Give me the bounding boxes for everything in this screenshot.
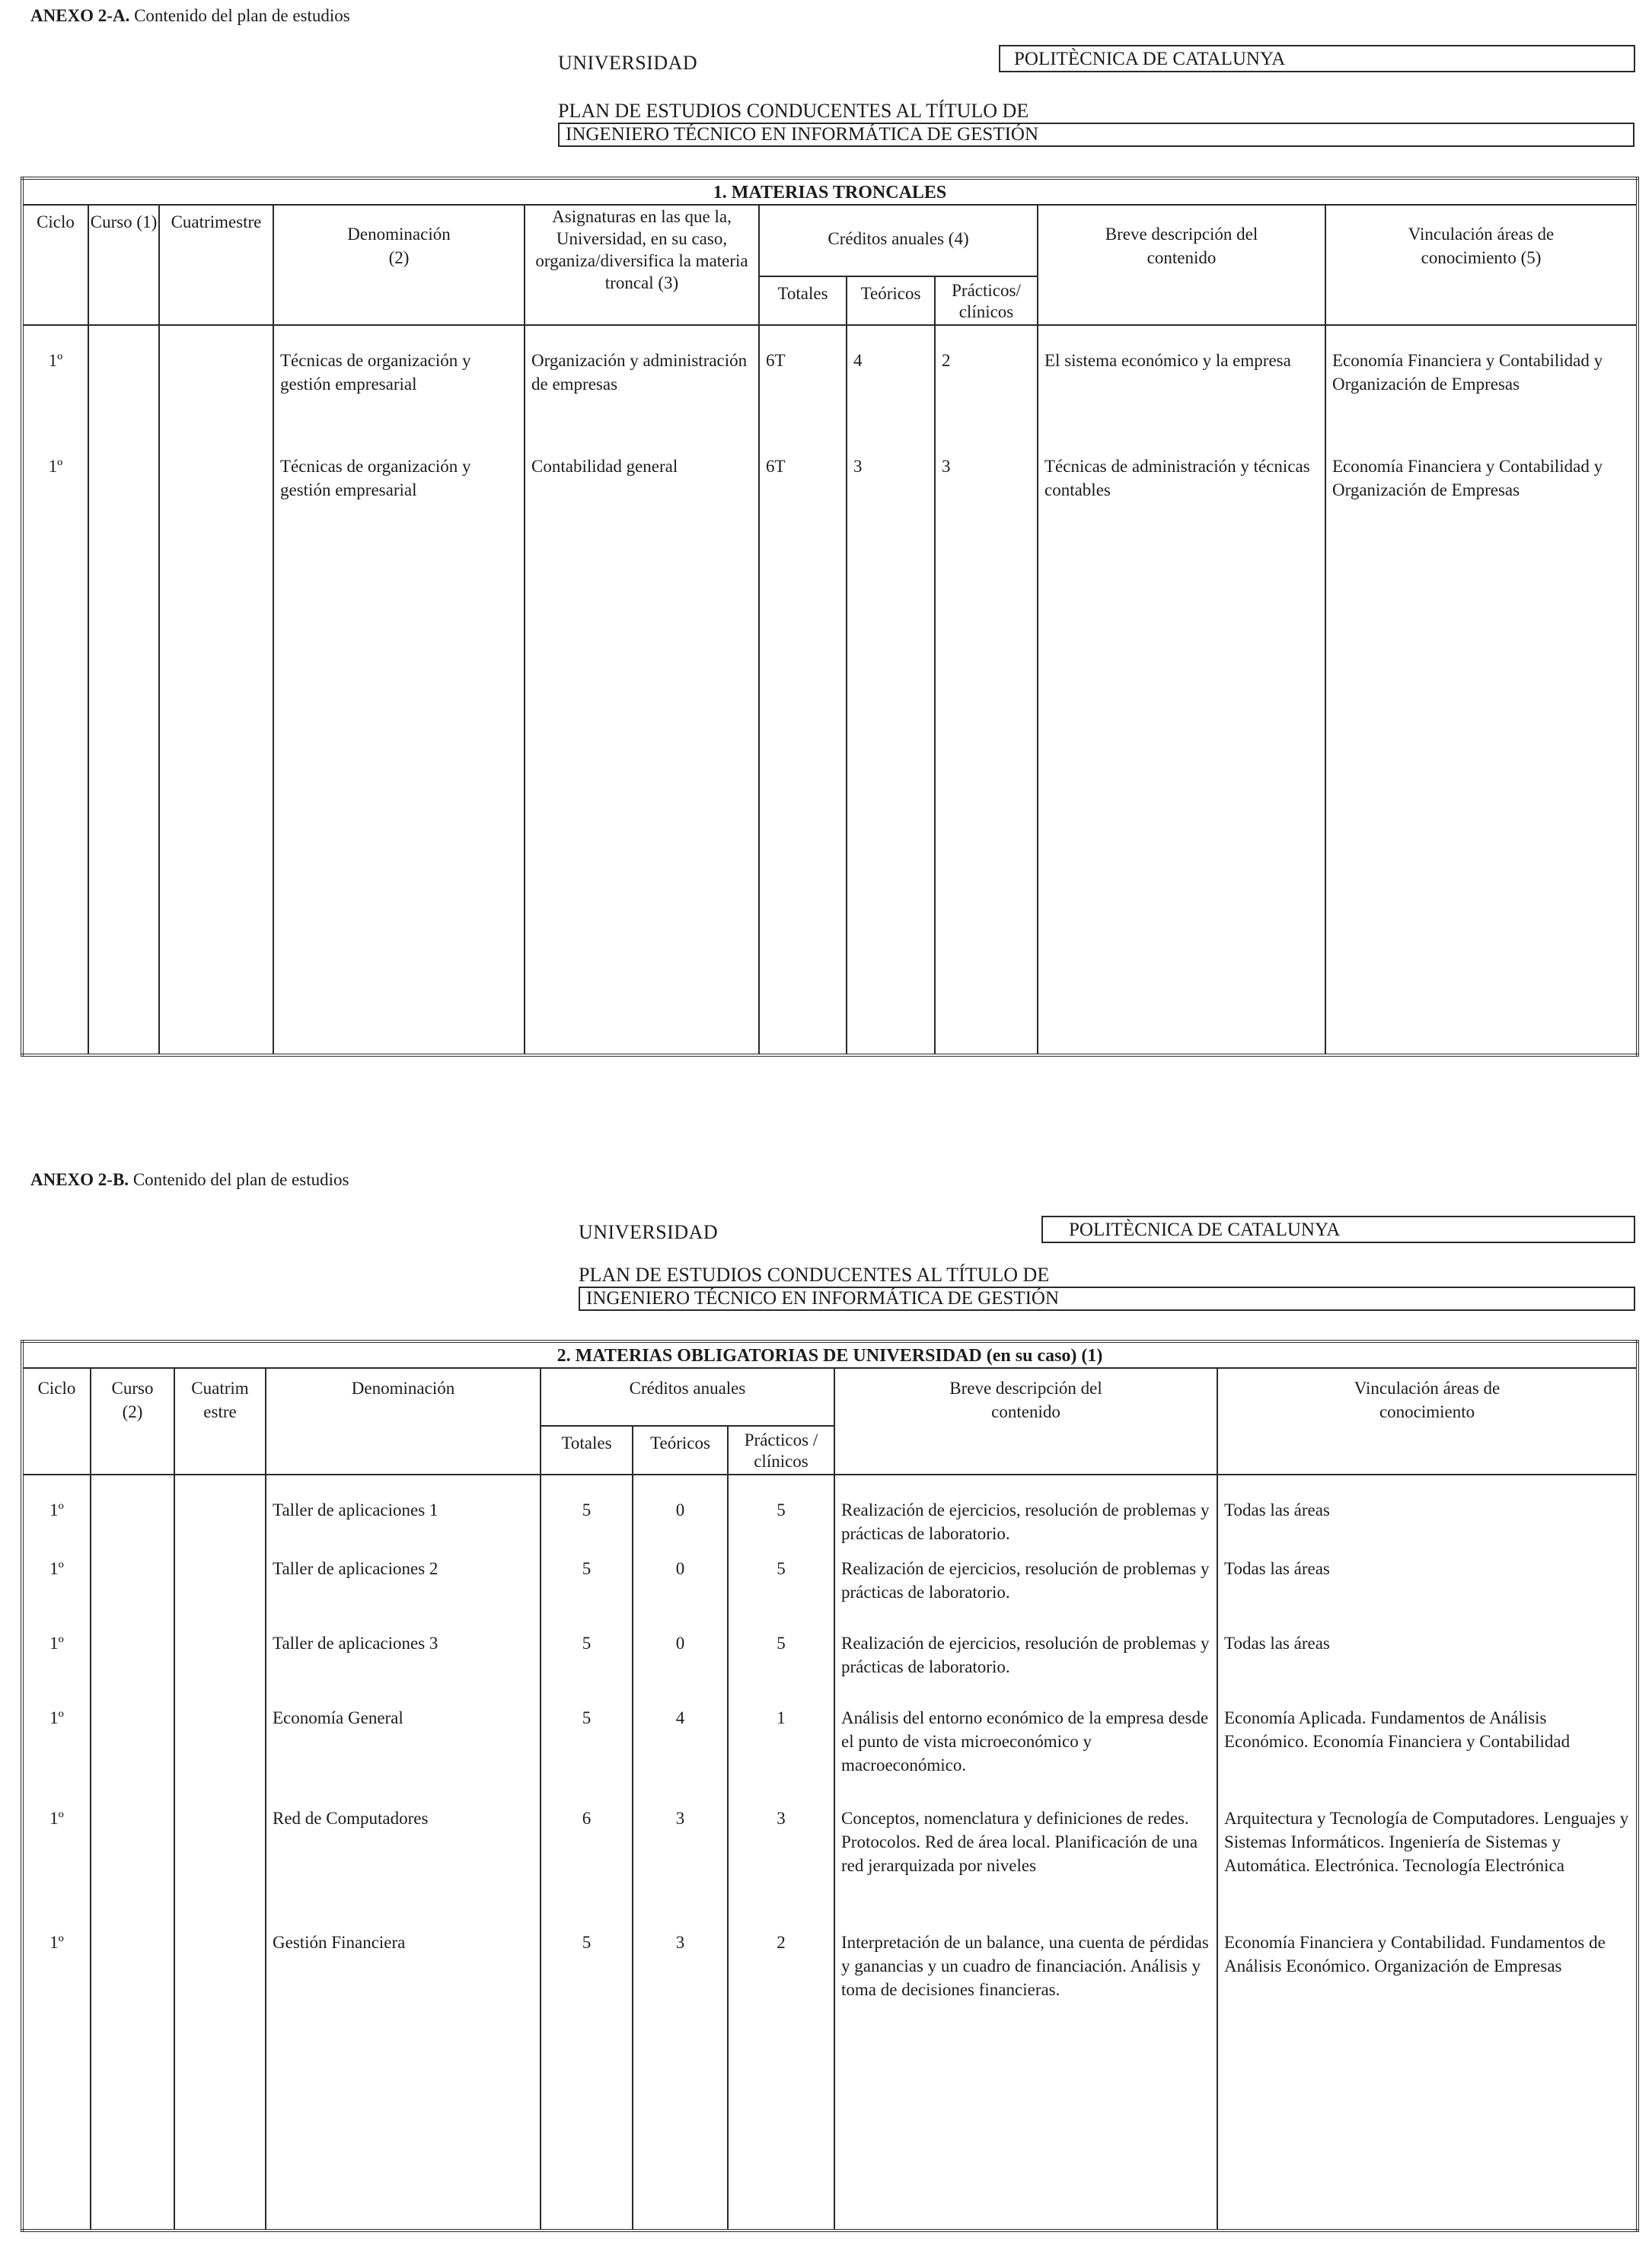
- cell-cuatrimestre: [174, 1698, 266, 1799]
- header-ciclo: Ciclo: [22, 205, 88, 325]
- cell-ciclo: 1º: [22, 1698, 91, 1799]
- header-practicos: Prácticos/ clínicos: [935, 276, 1038, 325]
- universidad-label: UNIVERSIDAD: [579, 1221, 719, 1243]
- cell-vinculacion: Economía Financiera y Contabilidad. Fundamentos de Análisis Económico. Organización de Empresas: [1217, 1923, 1638, 2030]
- cell-curso: [91, 1624, 174, 1698]
- table-row: [22, 1923, 1638, 2030]
- header-denominacion: Denominación: [266, 1368, 541, 1475]
- table-row: [22, 1549, 1638, 1624]
- cell-teoricos: 0: [633, 1549, 728, 1624]
- cell-curso: [91, 1923, 174, 2030]
- cell-practicos: 2: [728, 1923, 834, 2030]
- table-row: [22, 447, 1638, 553]
- cell-vinculacion: Economía Aplicada. Fundamentos de Análisis Económico. Economía Financiera y Contabilidad: [1217, 1698, 1638, 1799]
- cell-descripcion: El sistema económico y la empresa: [1038, 325, 1325, 447]
- cell-teoricos: 3: [633, 1799, 728, 1923]
- header-asignaturas: Asignaturas en las que la, Universidad, en su caso, organiza/diversifica la materia troncal (3): [525, 205, 759, 325]
- cell-denominacion: Taller de aplicaciones 2: [266, 1549, 541, 1624]
- cell-denominacion: Economía General: [266, 1698, 541, 1799]
- cell-totales: 5: [541, 1624, 633, 1698]
- table-filler-row: [22, 553, 1638, 1055]
- cell-curso: [91, 1698, 174, 1799]
- cell-vinculacion: Economía Financiera y Contabilidad y Organización de Empresas: [1325, 325, 1638, 447]
- cell-denominacion: Técnicas de organización y gestión empresarial: [273, 447, 525, 553]
- plan-label: PLAN DE ESTUDIOS CONDUCENTES AL TÍTULO DE: [558, 100, 1029, 122]
- cell-practicos: 2: [935, 325, 1038, 447]
- table-row: [22, 1698, 1638, 1799]
- cell-totales: 6: [541, 1799, 633, 1923]
- cell-teoricos: 4: [633, 1698, 728, 1799]
- plan-title-box: INGENIERO TÉCNICO EN INFORMÁTICA DE GESTIÓN: [579, 1287, 1635, 1311]
- cell-cuatrimestre: [174, 1549, 266, 1624]
- cell-ciclo: 1º: [22, 1923, 91, 2030]
- cell-practicos: 5: [728, 1549, 834, 1624]
- cell-cuatrimestre: [159, 447, 273, 553]
- cell-teoricos: 3: [847, 447, 935, 553]
- header-creditos: Créditos anuales (4): [759, 205, 1038, 276]
- header-practicos: Prácticos / clínicos: [728, 1426, 834, 1475]
- cell-descripcion: Conceptos, nomenclatura y definiciones de redes. Protocolos. Red de área local. Planificación de una red jerarquizada por niveles: [834, 1799, 1217, 1923]
- cell-ciclo: 1º: [22, 325, 88, 447]
- cell-asignaturas: Organización y administración de empresas: [525, 325, 759, 447]
- header-curso: Curso (2): [91, 1368, 174, 1475]
- cell-descripcion: Realización de ejercicios, resolución de problemas y prácticas de laboratorio.: [834, 1624, 1217, 1698]
- cell-teoricos: 0: [633, 1624, 728, 1698]
- table-filler-row: [22, 2030, 1638, 2231]
- cell-practicos: 1: [728, 1698, 834, 1799]
- cell-practicos: 3: [728, 1799, 834, 1923]
- plan-title-box: INGENIERO TÉCNICO EN INFORMÁTICA DE GESTIÓN: [558, 123, 1634, 147]
- cell-totales: 6T: [759, 325, 847, 447]
- cell-vinculacion: Todas las áreas: [1217, 1475, 1638, 1549]
- table-title: 1. MATERIAS TRONCALES: [22, 178, 1638, 205]
- cell-teoricos: 3: [633, 1923, 728, 2030]
- cell-descripcion: Realización de ejercicios, resolución de problemas y prácticas de laboratorio.: [834, 1475, 1217, 1549]
- cell-denominacion: Taller de aplicaciones 3: [266, 1624, 541, 1698]
- header-vinculacion: Vinculación áreas de conocimiento: [1217, 1368, 1638, 1475]
- cell-practicos: 3: [935, 447, 1038, 553]
- cell-vinculacion: Todas las áreas: [1217, 1549, 1638, 1624]
- table-title: 2. MATERIAS OBLIGATORIAS DE UNIVERSIDAD (en su caso) (1): [22, 1341, 1638, 1368]
- cell-ciclo: 1º: [22, 1624, 91, 1698]
- header-ciclo: Ciclo: [22, 1368, 91, 1475]
- cell-curso: [88, 447, 159, 553]
- cell-descripcion: Análisis del entorno económico de la empresa desde el punto de vista microeconómico y macroeconómico.: [834, 1698, 1217, 1799]
- table-row: [22, 325, 1638, 447]
- plan-label: PLAN DE ESTUDIOS CONDUCENTES AL TÍTULO DE: [579, 1264, 1050, 1286]
- header-curso: Curso (1): [88, 205, 159, 325]
- cell-curso: [88, 325, 159, 447]
- cell-curso: [91, 1549, 174, 1624]
- header-vinculacion: Vinculación áreas de conocimiento (5): [1325, 205, 1638, 325]
- cell-curso: [91, 1799, 174, 1923]
- table-row: [22, 1475, 1638, 1549]
- cell-denominacion: Técnicas de organización y gestión empresarial: [273, 325, 525, 447]
- cell-descripcion: Realización de ejercicios, resolución de problemas y prácticas de laboratorio.: [834, 1549, 1217, 1624]
- cell-vinculacion: Economía Financiera y Contabilidad y Organización de Empresas: [1325, 447, 1638, 553]
- header-cuatrimestre: Cuatrimestre: [159, 205, 273, 325]
- cell-ciclo: 1º: [22, 1475, 91, 1549]
- cell-descripcion: Técnicas de administración y técnicas contables: [1038, 447, 1325, 553]
- cell-totales: 6T: [759, 447, 847, 553]
- header-teoricos: Teóricos: [847, 276, 935, 325]
- universidad-label: UNIVERSIDAD: [558, 52, 698, 74]
- cell-totales: 5: [541, 1923, 633, 2030]
- cell-totales: 5: [541, 1698, 633, 1799]
- cell-descripcion: Interpretación de un balance, una cuenta de pérdidas y ganancias y un cuadro de financiación. Análisis y toma de decisiones financieras.: [834, 1923, 1217, 2030]
- cell-cuatrimestre: [174, 1475, 266, 1549]
- header-descripcion: Breve descripción del contenido: [834, 1368, 1217, 1475]
- cell-cuatrimestre: [159, 325, 273, 447]
- header-descripcion: Breve descripción del contenido: [1038, 205, 1325, 325]
- header-creditos: Créditos anuales: [541, 1368, 834, 1426]
- cell-asignaturas: Contabilidad general: [525, 447, 759, 553]
- cell-cuatrimestre: [174, 1923, 266, 2030]
- materias-troncales-table: [21, 177, 1639, 1057]
- cell-denominacion: Gestión Financiera: [266, 1923, 541, 2030]
- cell-ciclo: 1º: [22, 1549, 91, 1624]
- anexo-b-heading: ANEXO 2-B. Contenido del plan de estudios: [30, 1170, 349, 1189]
- anexo-a-heading: ANEXO 2-A. Contenido del plan de estudios: [30, 6, 350, 25]
- table-row: [22, 1624, 1638, 1698]
- materias-obligatorias-table: [21, 1340, 1639, 2232]
- cell-teoricos: 0: [633, 1475, 728, 1549]
- universidad-value-box: POLITÈCNICA DE CATALUNYA: [999, 45, 1635, 72]
- cell-vinculacion: Arquitectura y Tecnología de Computadores. Lenguajes y Sistemas Informáticos. Ingeniería de Sistemas y Automática. Electrónica. Tecnología Electrónica: [1217, 1799, 1638, 1923]
- header-teoricos: Teóricos: [633, 1426, 728, 1475]
- cell-ciclo: 1º: [22, 1799, 91, 1923]
- cell-denominacion: Red de Computadores: [266, 1799, 541, 1923]
- cell-practicos: 5: [728, 1475, 834, 1549]
- cell-teoricos: 4: [847, 325, 935, 447]
- header-totales: Totales: [759, 276, 847, 325]
- header-totales: Totales: [541, 1426, 633, 1475]
- cell-denominacion: Taller de aplicaciones 1: [266, 1475, 541, 1549]
- cell-cuatrimestre: [174, 1799, 266, 1923]
- cell-totales: 5: [541, 1475, 633, 1549]
- table-row: [22, 1799, 1638, 1923]
- cell-curso: [91, 1475, 174, 1549]
- cell-cuatrimestre: [174, 1624, 266, 1698]
- cell-ciclo: 1º: [22, 447, 88, 553]
- header-denominacion: Denominación (2): [273, 205, 525, 325]
- header-cuatrimestre: Cuatrim estre: [174, 1368, 266, 1475]
- universidad-value-box: POLITÈCNICA DE CATALUNYA: [1041, 1216, 1635, 1243]
- cell-totales: 5: [541, 1549, 633, 1624]
- cell-practicos: 5: [728, 1624, 834, 1698]
- cell-vinculacion: Todas las áreas: [1217, 1624, 1638, 1698]
